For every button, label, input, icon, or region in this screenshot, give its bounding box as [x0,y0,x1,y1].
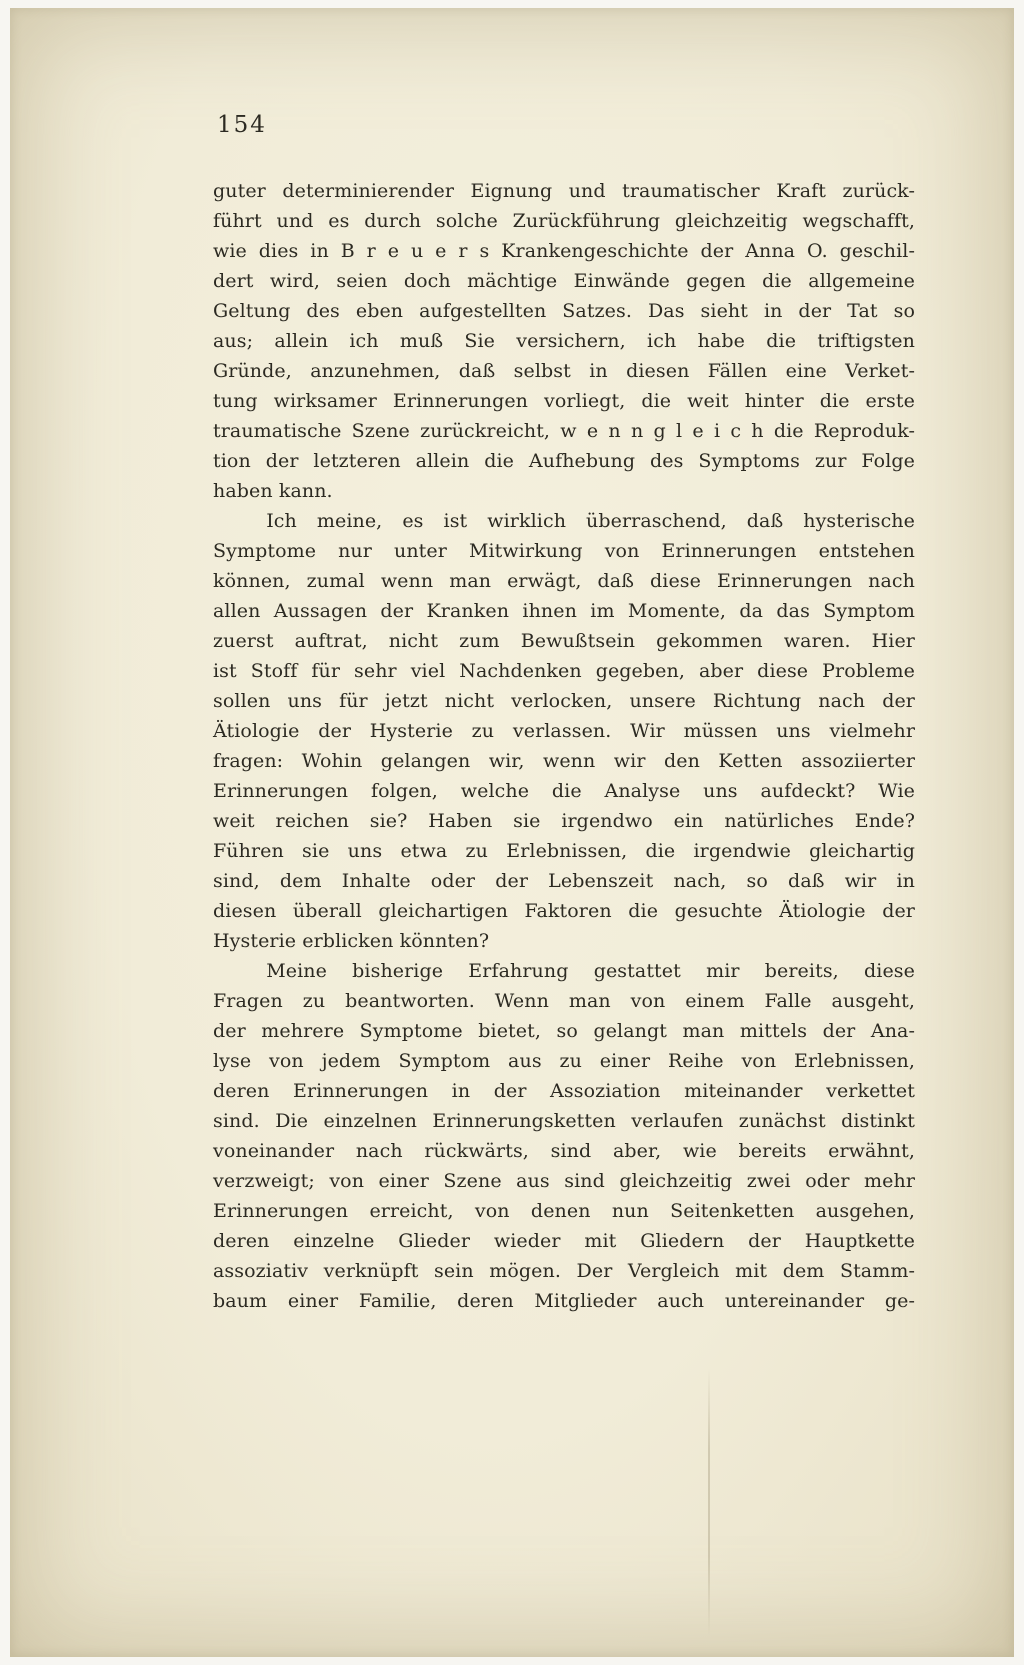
text-line: Symptome nur unter Mitwirkung von Erinnerungen entstehen [213,540,915,562]
text-line: fragen: Wohin gelangen wir, wenn wir den Ketten assoziierter [213,750,915,772]
text-line: tung wirksamer Erinnerungen vorliegt, die weit hinter die erste [213,390,915,412]
text-line: deren Erinnerungen in der Assoziation miteinander verkettet [213,1080,915,1102]
text-line: Hysterie erblicken könnten? [213,930,490,952]
text-line: Meine bisherige Erfahrung gestattet mir bereits, diese [266,960,915,982]
text-line: allen Aussagen der Kranken ihnen im Momente, da das Symptom [213,600,915,622]
text-line: führt und es durch solche Zurückführung gleichzeitig wegschafft, [213,210,915,232]
text-line: Erinnerungen folgen, welche die Analyse uns aufdeckt? Wie [213,780,915,802]
page-crease [708,1368,710,1636]
text-line: Fragen zu beantworten. Wenn man von einem Falle ausgeht, [213,990,915,1012]
paragraph [213,956,915,1316]
body-text [213,176,915,1316]
text-line: sollen uns für jetzt nicht verlocken, unsere Richtung nach der [213,690,915,712]
scanned-book-page [10,8,1014,1657]
text-line: weit reichen sie? Haben sie irgendwo ein natürliches Ende? [213,810,915,832]
text-line: Gründe, anzunehmen, daß selbst in diesen Fällen eine Verket- [213,360,915,382]
page-number: 154 [217,112,267,138]
text-line: Ätiologie der Hysterie zu verlassen. Wir müssen uns vielmehr [213,720,915,742]
text-line: guter determinierender Eignung und traumatischer Kraft zurück- [213,180,915,202]
text-line: sind, dem Inhalte oder der Lebenszeit nach, so daß wir in [213,870,915,892]
text-line: traumatische Szene zurückreicht, w e n n g l e i c h die Reproduk- [213,420,915,442]
text-line: baum einer Familie, deren Mitglieder auch untereinander ge- [213,1290,915,1312]
text-line: Ich meine, es ist wirklich überraschend, daß hysterische [266,510,915,532]
text-line: assoziativ verknüpft sein mögen. Der Vergleich mit dem Stamm- [213,1260,915,1282]
text-line: ist Stoff für sehr viel Nachdenken gegeben, aber diese Probleme [213,660,915,682]
text-line: Erinnerungen erreicht, von denen nun Seitenketten ausgehen, [213,1200,915,1222]
text-line: zuerst auftrat, nicht zum Bewußtsein gekommen waren. Hier [213,630,915,652]
text-line: deren einzelne Glieder wieder mit Gliedern der Hauptkette [213,1230,915,1252]
text-line: tion der letzteren allein die Aufhebung des Symptoms zur Folge [213,450,915,472]
text-line: Führen sie uns etwa zu Erlebnissen, die irgendwie gleichartig [213,840,915,862]
text-line: diesen überall gleichartigen Faktoren die gesuchte Ätiologie der [213,900,915,922]
text-line: der mehrere Symptome bietet, so gelangt man mittels der Ana- [213,1020,915,1042]
text-line: lyse von jedem Symptom aus zu einer Reihe von Erlebnissen, [213,1050,915,1072]
text-line: können, zumal wenn man erwägt, daß diese Erinnerungen nach [213,570,915,592]
paragraph [213,176,915,506]
text-line: sind. Die einzelnen Erinnerungsketten verlaufen zunächst distinkt [213,1110,915,1132]
text-line: wie dies in B r e u e r s Krankengeschichte der Anna O. geschil- [213,240,915,262]
paragraph [213,506,915,956]
text-line: verzweigt; von einer Szene aus sind gleichzeitig zwei oder mehr [213,1170,915,1192]
text-line: voneinander nach rückwärts, sind aber, wie bereits erwähnt, [213,1140,915,1162]
text-line: Geltung des eben aufgestellten Satzes. Das sieht in der Tat so [213,300,915,322]
text-line: haben kann. [213,480,333,502]
text-line: aus; allein ich muß Sie versichern, ich habe die triftigsten [213,330,915,352]
text-line: dert wird, seien doch mächtige Einwände gegen die allgemeine [213,270,915,292]
